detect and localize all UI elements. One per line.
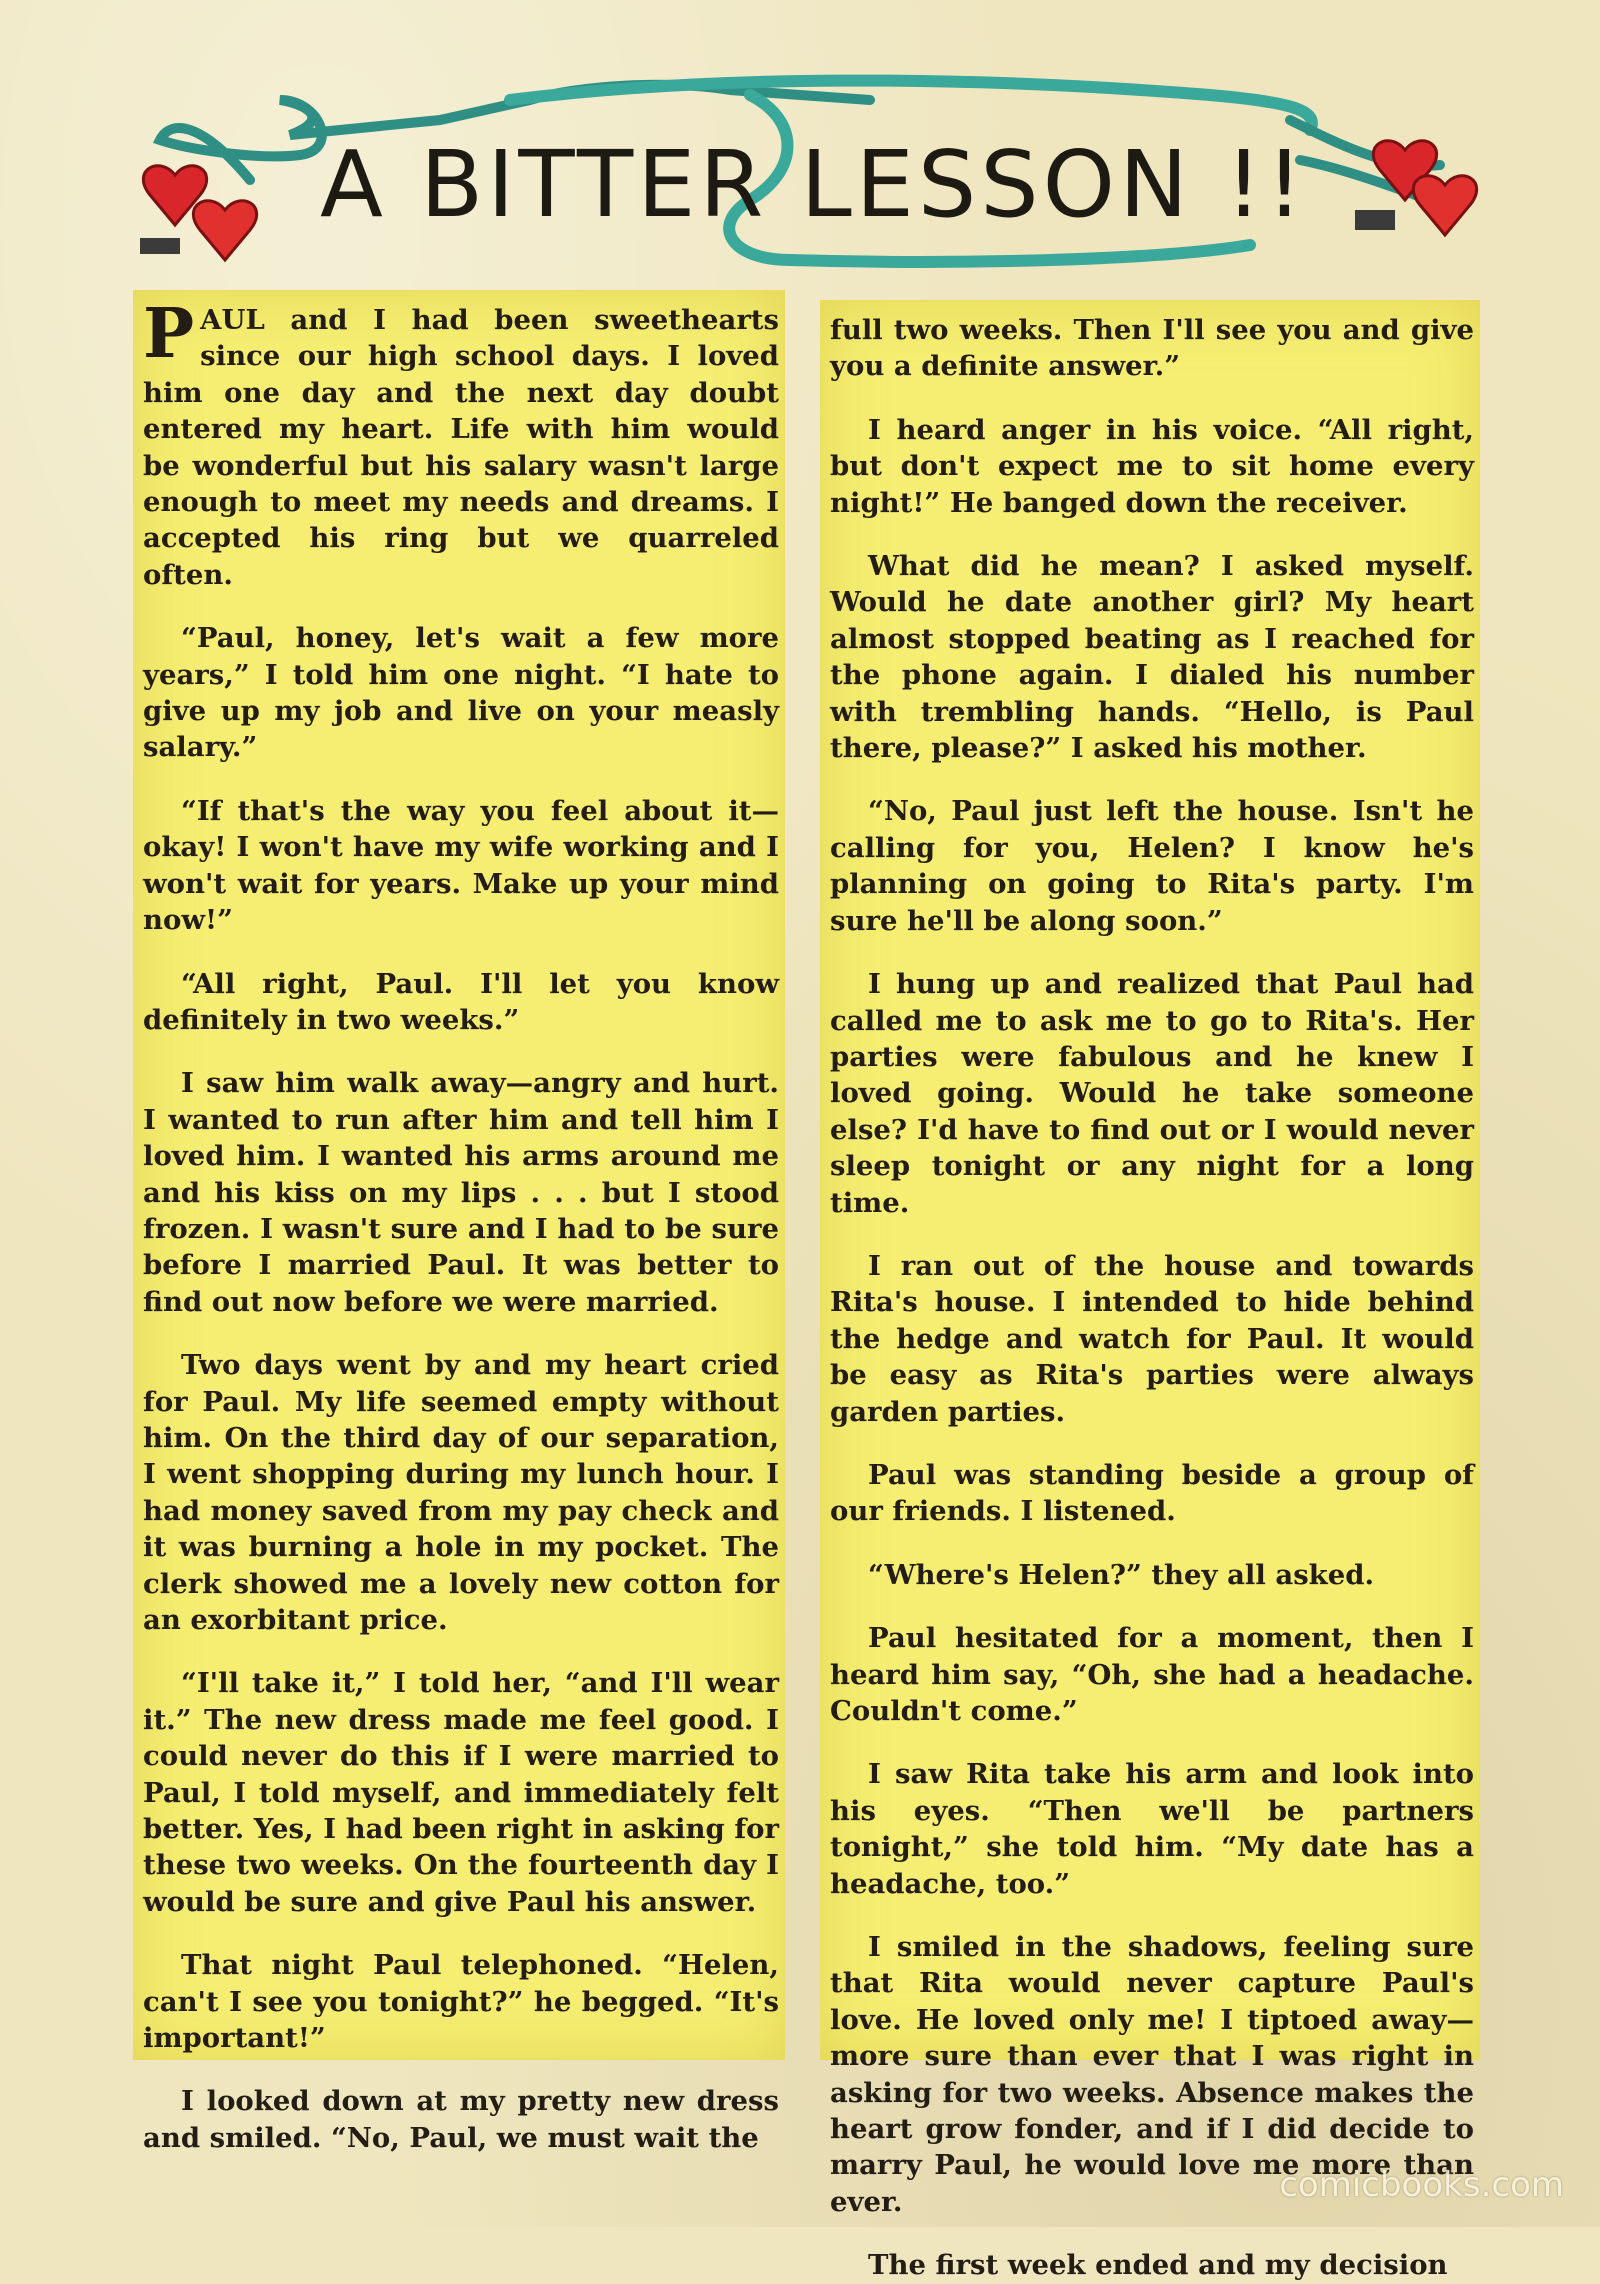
story-paragraph: I hung up and realized that Paul had called me to ask me to go to Rita's. Her parties were fabulous and he knew I loved going. Would he take someone else? I'd have to find out or I would never sleep tonight or any night for a long time. [830, 968, 1474, 1219]
story-paragraph: I saw Rita take his arm and look into his eyes. “Then we'll be partners tonight,” she told him. “My date has a headache, too.” [830, 1758, 1474, 1900]
story-paragraph: Two days went by and my heart cried for Paul. My life seemed empty without him. On the third day of our separation, I went shopping during my lunch hour. I had money saved from my pay check and it was burning a hole in my pocket. The clerk showed me a lovely new cotton for an exorbitant price. [143, 1349, 779, 1636]
story-paragraph: I ran out of the house and towards Rita's house. I intended to hide behind the hedge and watch for Paul. It would be easy as Rita's parties were always garden parties. [830, 1249, 1474, 1428]
story-paragraph: PAUL and I had been sweethearts since our high school days. I loved him one day and the next day doubt entered my heart. Life with him would be wonderful but his salary wasn't large enough to meet my needs and dreams. I accepted his ring but we quarreled often. [143, 294, 779, 591]
story-paragraph: I saw him walk away—angry and hurt. I wanted to run after him and tell him I loved him. I wanted his arms around me and his kiss on my lips . . . but I stood frozen. I wasn't sure and I had to be sure before I married Paul. It was better to find out now before we were married. [143, 1067, 779, 1318]
story-paragraph: “Where's Helen?” they all asked. [868, 1558, 1375, 1591]
story-title: A BITTER LESSON !! [320, 131, 1307, 238]
story-paragraph: I looked down at my pretty new dress and smiled. “No, Paul, we must wait the [143, 2085, 779, 2154]
hearts-left-icon [140, 166, 257, 260]
hearts-right-icon [1355, 141, 1477, 235]
story-paragraph: “No, Paul just left the house. Isn't he calling for you, Helen? I know he's planning on going to Rita's party. I'm sure he'll be along soon.” [830, 795, 1474, 937]
story-paragraph: “I'll take it,” I told her, “and I'll wear it.” The new dress made me feel good. I could never do this if I were married to Paul, I told myself, and immediately felt better. Yes, I had been right in asking for these two weeks. On the fourteenth day I would be sure and give Paul his answer. [143, 1667, 779, 1918]
story-paragraph: I smiled in the shadows, feeling sure that Rita would never capture Paul's love. He loved only me! I tiptoed away—more sure than ever that I was right in asking for two weeks. Absence makes the heart grow fonder, and if I did decide to marry Paul, he would love me more than ever. [830, 1931, 1474, 2218]
story-paragraph: The first week ended and my decision [868, 2249, 1448, 2282]
story-paragraph: That night Paul telephoned. “Helen, can't I see you tonight?” he begged. “It's important!” [143, 1949, 779, 2055]
story-paragraph: Paul was standing beside a group of our friends. I listened. [830, 1458, 1474, 1528]
story-paragraph: What did he mean? I asked myself. Would he date another girl? My heart almost stopped beating as I reached for the phone again. I dialed his number with trembling hands. “Hello, is Paul there, please?” I asked his mother. [830, 550, 1474, 765]
story-paragraph: Paul hesitated for a moment, then I heard him say, “Oh, she had a headache. Couldn't come.” [830, 1622, 1474, 1727]
drop-cap: P [143, 294, 195, 374]
story-paragraph: I heard anger in his voice. “All right, but don't expect me to sit home every night!” He banged down the receiver. [830, 413, 1474, 519]
site-watermark: comicbooks.com [1279, 2165, 1564, 2205]
story-paragraph: “If that's the way you feel about it—okay! I won't have my wife working and I won't wait for years. Make up your mind now!” [143, 794, 779, 937]
left-text-column [133, 290, 785, 2154]
story-paragraph: “All right, Paul. I'll let you know definitely in two weeks.” [143, 967, 779, 1036]
story-paragraph: “Paul, honey, let's wait a few more years,” I told him one night. “I hate to give up my job and live on your measly salary.” [143, 622, 779, 764]
story-paragraph: full two weeks. Then I'll see you and give you a definite answer.” [830, 314, 1474, 383]
